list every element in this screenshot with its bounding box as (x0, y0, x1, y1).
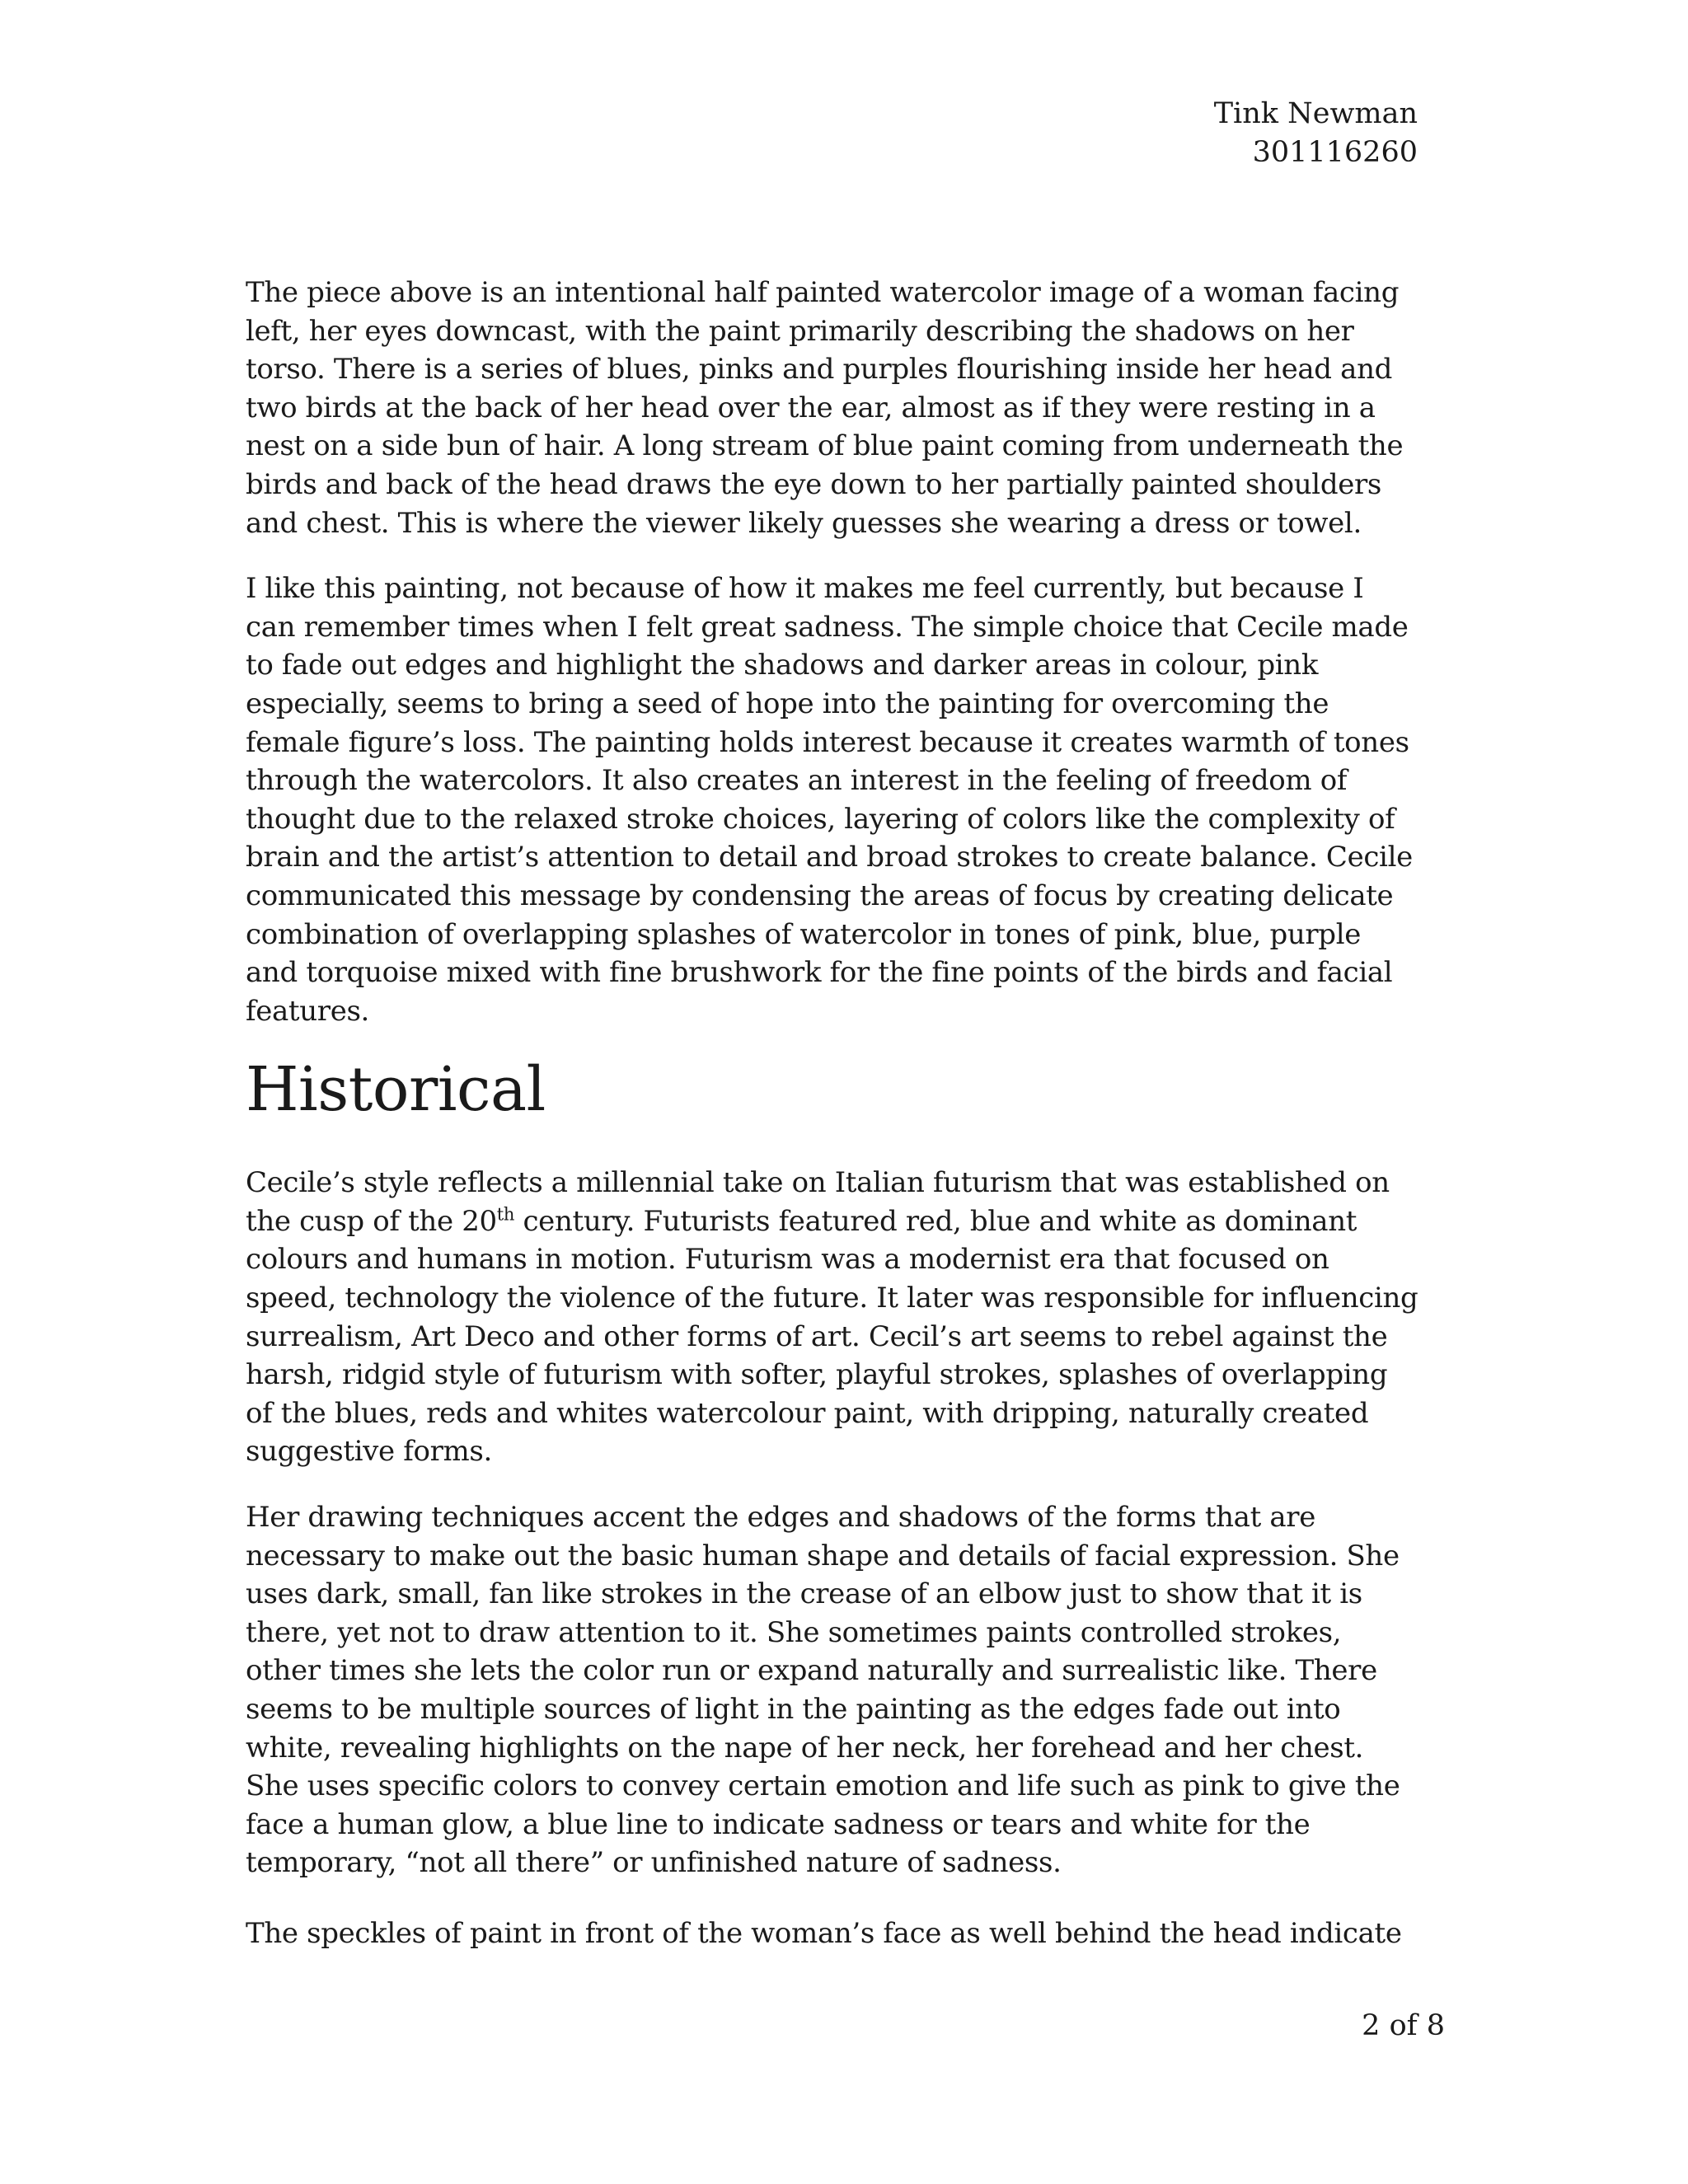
paragraph-speckles: The speckles of paint in front of the woman’s face as well behind the head indicate (246, 1916, 1402, 1950)
student-id: 301116260 (1252, 136, 1418, 169)
paragraph-futurism-part1: Cecile’s style reflects a millennial take on Italian futurism that was established on the cusp of the 20 (246, 1166, 1390, 1238)
paragraph-techniques: Her drawing techniques accent the edges and shadows of the forms that are necessary to make out the basic human shape and details of facial expression. She uses dark, small, fan like strokes in the crease of an elbow just to show that it is there, yet not to draw attention to it. She sometimes paints controlled strokes, other times she lets the color run or expand naturally and surrealistic like. There seems to be multiple sources of light in the painting as the edges fade out into white, revealing highlights on the nape of her neck, her forehead and her chest. She uses specific colors to convey certain emotion and life such as pink to give the face a human glow, a blue line to indicate sadness or tears and white for the temporary, “not all there” or unfinished nature of sadness. (246, 1501, 1400, 1880)
page-number: 2 of 8 (1362, 2009, 1445, 2042)
section-heading-historical: Historical (246, 1054, 546, 1126)
page-header (1214, 95, 1418, 172)
paragraph-opinion: I like this painting, not because of how it makes me feel currently, but because I can remember times when I felt great sadness. The simple choice that Cecile made to fade out edges and highlight the shadows and darker areas in colour, pink especially, seems to bring a seed of hope into the painting for overcoming the female figure’s loss. The painting holds interest because it creates warmth of tones through the watercolors. It also creates an interest in the feeling of freedom of thought due to the relaxed stroke choices, layering of colors like the complexity of brain and the artist’s attention to detail and broad strokes to create balance. Cecile communicated this message by condensing the areas of focus by creating delicate combination of overlapping splashes of watercolor in tones of pink, blue, purple and torquoise mixed with fine brushwork for the fine points of the birds and facial features. (246, 572, 1413, 1028)
paragraph-futurism (246, 1164, 1419, 1471)
paragraph-description: The piece above is an intentional half painted watercolor image of a woman facing left, her eyes downcast, with the paint primarily describing the shadows on her torso. There is a series of blues, pinks and purples flourishing inside her head and two birds at the back of her head over the ear, almost as if they were resting in a nest on a side bun of hair. A long stream of blue paint coming from underneath the birds and back of the head draws the eye down to her partially painted shoulders and chest. This is where the viewer likely guesses she wearing a dress or towel. (246, 276, 1404, 540)
document-body (246, 274, 1419, 1953)
paragraph-futurism-part2: century. Futurists featured red, blue and white as dominant colours and humans in motion. Futurism was a modernist era that focused on speed, technology the violence of the future. It later was responsible for influencing surrealism, Art Deco and other forms of art. Cecil’s art seems to rebel against the harsh, ridgid style of futurism with softer, playful strokes, splashes of overlapping of the blues, reds and whites watercolour paint, with dripping, naturally created suggestive forms. (246, 1204, 1418, 1469)
ordinal-superscript: th (496, 1204, 515, 1225)
author-name: Tink Newman (1213, 97, 1418, 130)
